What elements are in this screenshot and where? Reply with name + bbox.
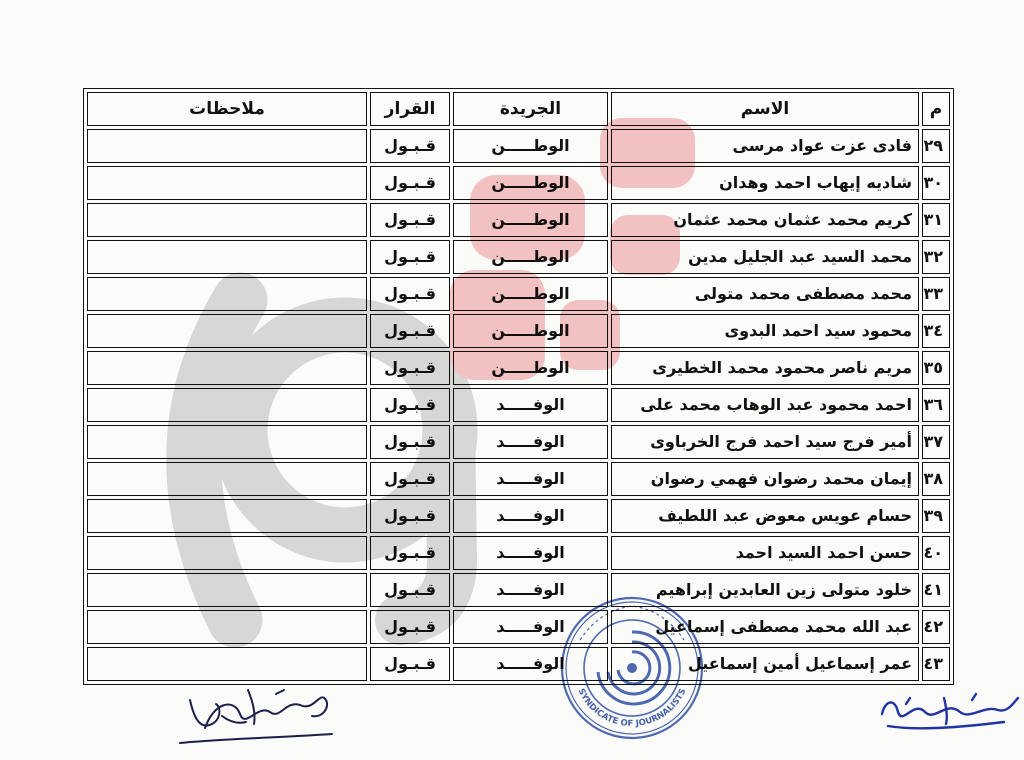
newspaper-cell: الوطـــــن xyxy=(453,166,608,200)
name-cell: حسام عويس معوض عبد اللطيف xyxy=(611,499,919,533)
decision-cell: قـبـول xyxy=(370,573,450,607)
header-name: الاسم xyxy=(611,92,919,126)
name-cell: كريم محمد عثمان محمد عثمان xyxy=(611,203,919,237)
table-row xyxy=(87,499,950,533)
decision-cell: قـبـول xyxy=(370,462,450,496)
newspaper-cell: الوفـــــد xyxy=(453,536,608,570)
name-cell: خلود متولى زين العابدين إبراهيم xyxy=(611,573,919,607)
table-row xyxy=(87,536,950,570)
notes-cell xyxy=(87,166,367,200)
decision-cell: قـبـول xyxy=(370,425,450,459)
notes-cell xyxy=(87,351,367,385)
decision-cell: قـبـول xyxy=(370,166,450,200)
notes-cell xyxy=(87,203,367,237)
row-number: ٤٢ xyxy=(922,610,950,644)
table-row xyxy=(87,610,950,644)
newspaper-cell: الوطـــــن xyxy=(453,203,608,237)
name-cell: محمد مصطفى محمد متولى xyxy=(611,277,919,311)
row-number: ٣١ xyxy=(922,203,950,237)
decision-cell: قـبـول xyxy=(370,203,450,237)
row-number: ٣٥ xyxy=(922,351,950,385)
row-number: ٢٩ xyxy=(922,129,950,163)
notes-cell xyxy=(87,462,367,496)
newspaper-cell: الوطـــــن xyxy=(453,351,608,385)
header-decision: القرار xyxy=(370,92,450,126)
table-row xyxy=(87,203,950,237)
table-header-row xyxy=(87,92,950,126)
decision-cell: قـبـول xyxy=(370,351,450,385)
notes-cell xyxy=(87,129,367,163)
decision-cell: قـبـول xyxy=(370,499,450,533)
table-row xyxy=(87,277,950,311)
table-row xyxy=(87,166,950,200)
notes-cell xyxy=(87,277,367,311)
row-number: ٣٣ xyxy=(922,277,950,311)
row-number: ٣٤ xyxy=(922,314,950,348)
notes-cell xyxy=(87,573,367,607)
row-number: ٤١ xyxy=(922,573,950,607)
decision-cell: قـبـول xyxy=(370,610,450,644)
table-row xyxy=(87,388,950,422)
row-number: ٣٢ xyxy=(922,240,950,274)
name-cell: حسن احمد السيد احمد xyxy=(611,536,919,570)
newspaper-cell: الوفـــــد xyxy=(453,610,608,644)
decision-cell: قـبـول xyxy=(370,240,450,274)
newspaper-cell: الوطـــــن xyxy=(453,240,608,274)
name-cell: مريم ناصر محمود محمد الخطيرى xyxy=(611,351,919,385)
decision-cell: قـبـول xyxy=(370,536,450,570)
row-number: ٣٠ xyxy=(922,166,950,200)
row-number: ٣٨ xyxy=(922,462,950,496)
name-cell: فادى عزت عواد مرسى xyxy=(611,129,919,163)
newspaper-cell: الوطـــــن xyxy=(453,277,608,311)
name-cell: محمد السيد عبد الجليل مدين xyxy=(611,240,919,274)
newspaper-cell: الوطـــــن xyxy=(453,129,608,163)
header-number: م xyxy=(922,92,950,126)
name-cell: عمر إسماعيل أمين إسماعيل xyxy=(611,647,919,681)
table-row xyxy=(87,462,950,496)
table-row xyxy=(87,647,950,681)
table-row xyxy=(87,129,950,163)
newspaper-cell: الوطـــــن xyxy=(453,314,608,348)
name-cell: عبد الله محمد مصطفى إسماعيل xyxy=(611,610,919,644)
row-number: ٤٣ xyxy=(922,647,950,681)
row-number: ٣٦ xyxy=(922,388,950,422)
name-cell: أمير فرج سيد احمد فرج الخرباوى xyxy=(611,425,919,459)
notes-cell xyxy=(87,388,367,422)
newspaper-cell: الوفـــــد xyxy=(453,573,608,607)
newspaper-cell: الوفـــــد xyxy=(453,388,608,422)
notes-cell xyxy=(87,499,367,533)
row-number: ٣٧ xyxy=(922,425,950,459)
members-table xyxy=(83,88,954,685)
name-cell: شاديه إيهاب احمد وهدان xyxy=(611,166,919,200)
decision-cell: قـبـول xyxy=(370,129,450,163)
notes-cell xyxy=(87,536,367,570)
svg-text:SYNDICATE OF JOURNALISTS xyxy=(576,687,689,729)
decision-cell: قـبـول xyxy=(370,277,450,311)
name-cell: محمود سيد احمد البدوى xyxy=(611,314,919,348)
row-number: ٤٠ xyxy=(922,536,950,570)
stamp-text: SYNDICATE OF JOURNALISTS xyxy=(575,687,689,730)
notes-cell xyxy=(87,314,367,348)
newspaper-cell: الوفـــــد xyxy=(453,425,608,459)
name-cell: إيمان محمد رضوان فهمي رضوان xyxy=(611,462,919,496)
table-row xyxy=(87,573,950,607)
notes-cell xyxy=(87,425,367,459)
table-row xyxy=(87,314,950,348)
name-cell: احمد محمود عبد الوهاب محمد على xyxy=(611,388,919,422)
notes-cell xyxy=(87,610,367,644)
decision-cell: قـبـول xyxy=(370,647,450,681)
newspaper-cell: الوفـــــد xyxy=(453,499,608,533)
table-row xyxy=(87,351,950,385)
decision-cell: قـبـول xyxy=(370,314,450,348)
header-newspaper: الجريدة xyxy=(453,92,608,126)
newspaper-cell: الوفـــــد xyxy=(453,647,608,681)
table-row xyxy=(87,240,950,274)
header-notes: ملاحظات xyxy=(87,92,367,126)
newspaper-cell: الوفـــــد xyxy=(453,462,608,496)
row-number: ٣٩ xyxy=(922,499,950,533)
notes-cell xyxy=(87,240,367,274)
table-row xyxy=(87,425,950,459)
notes-cell xyxy=(87,647,367,681)
decision-cell: قـبـول xyxy=(370,388,450,422)
